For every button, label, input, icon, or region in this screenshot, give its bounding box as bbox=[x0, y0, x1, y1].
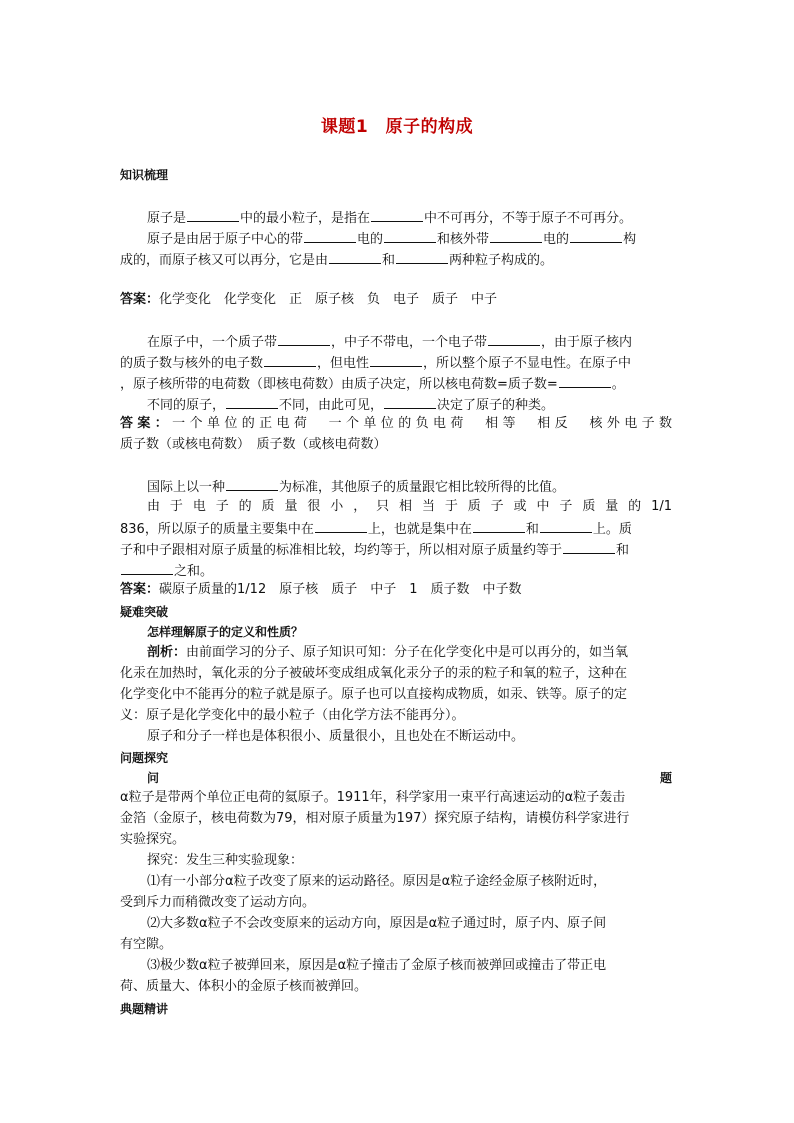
text-fragment: 和 bbox=[616, 543, 630, 558]
fill-blank bbox=[540, 518, 592, 533]
text-line bbox=[120, 373, 672, 395]
text-line bbox=[120, 560, 672, 582]
text-line: 义：原子是化学变化中的最小粒子（由化学方法不能再分）。 bbox=[120, 708, 465, 723]
text-line: 荷、质量大、体积小的金原子核而被弹回。 bbox=[120, 979, 368, 994]
answer-text: 一个单位的正电荷 一个单位的负电荷 相等 相反 核外电子数 bbox=[172, 416, 672, 431]
text-fragment: 之和。 bbox=[174, 564, 214, 579]
question-heading-row bbox=[147, 768, 672, 788]
text-fragment: 由前面学习的分子、原子知识可知：分子在化学变化中是可以再分的，如当氧 bbox=[186, 645, 629, 660]
text-fragment: 由 于 电 子 的 质 量 很 小 ， 只 相 当 于 质 子 或 中 子 质 量 的 1/1 bbox=[147, 499, 672, 514]
fill-blank bbox=[490, 228, 542, 243]
fill-blank bbox=[384, 394, 436, 409]
answer-line bbox=[120, 580, 672, 600]
text-line bbox=[120, 518, 672, 540]
text-fragment: 的质子数与核外的电子数 bbox=[120, 356, 264, 371]
text-fragment: ，所以整个原子不显电性。在原子中 bbox=[423, 356, 632, 371]
heading-char-left: 问 bbox=[147, 771, 160, 785]
answer-line bbox=[120, 290, 672, 310]
text-fragment: 不同的原子， bbox=[147, 398, 226, 413]
text-line bbox=[147, 207, 672, 229]
fill-blank bbox=[315, 518, 367, 533]
text-line bbox=[120, 352, 672, 374]
text-line: 探究：发生三种实验现象： bbox=[147, 853, 304, 868]
text-fragment: 在原子中，一个质子带 bbox=[147, 335, 278, 350]
fill-blank bbox=[329, 249, 381, 264]
text-fragment: 上，也就是集中在 bbox=[367, 522, 472, 537]
text-line: 实验探究。 bbox=[120, 832, 186, 847]
fill-blank bbox=[473, 518, 525, 533]
text-fragment: 上。质 bbox=[592, 522, 632, 537]
text-fragment: 。 bbox=[611, 377, 625, 392]
text-fragment: 国际上以一种 bbox=[147, 480, 226, 495]
text-fragment: 为标准，其他原子的质量跟它相比较所得的比值。 bbox=[279, 480, 566, 495]
text-fragment: ，由于原子核内 bbox=[541, 335, 633, 350]
text-fragment: 构 bbox=[623, 232, 637, 247]
answer-label: 答案： bbox=[120, 416, 173, 431]
fill-blank bbox=[396, 249, 448, 264]
section-heading-difficulty: 疑难突破 bbox=[120, 605, 169, 619]
fill-blank bbox=[559, 373, 611, 388]
answer-line bbox=[120, 414, 672, 434]
fill-blank bbox=[226, 394, 278, 409]
section-heading-examples: 典题精讲 bbox=[120, 1002, 169, 1016]
answer-line bbox=[120, 435, 672, 455]
text-fragment: 和核外带 bbox=[437, 232, 490, 247]
text-fragment: 836，所以原子的质量主要集中在 bbox=[120, 522, 314, 537]
text-line bbox=[120, 249, 672, 271]
fill-blank bbox=[563, 539, 615, 554]
text-line: 原子和分子一样也是体积很小、质量很小，且也处在不断运动中。 bbox=[147, 729, 525, 744]
fill-blank bbox=[384, 228, 436, 243]
text-line: α粒子是带两个单位正电荷的氦原子。1911年，科学家用一束平行高速运动的α粒子轰击 bbox=[120, 790, 626, 805]
text-line bbox=[147, 394, 672, 416]
text-line: 化学变化中不能再分的粒子就是原子。原子也可以直接构成物质，如汞、铁等。原子的定 bbox=[120, 687, 628, 702]
fill-blank bbox=[488, 331, 540, 346]
text-fragment: 成的，而原子核又可以再分，它是由 bbox=[120, 253, 329, 268]
answer-text: 碳原子质量的1/12 原子核 质子 中子 1 质子数 中子数 bbox=[159, 582, 522, 597]
section-heading-knowledge: 知识梳理 bbox=[120, 168, 169, 182]
text-line: ⑵大多数α粒子不会改变原来的运动方向，原因是α粒子通过时，原子内、原子间 bbox=[147, 916, 607, 931]
text-fragment: 中不可再分，不等于原子不可再分。 bbox=[424, 211, 633, 226]
text-line: ⑶极少数α粒子被弹回来，原因是α粒子撞击了金原子核而被弹回或撞击了带正电 bbox=[147, 958, 607, 973]
text-fragment: 中的最小粒子，是指在 bbox=[240, 211, 371, 226]
text-fragment: ，原子核所带的电荷数（即核电荷数）由质子决定，所以核电荷数=质子数= bbox=[120, 377, 558, 392]
analysis-label: 剖析： bbox=[147, 645, 187, 660]
answer-text: 质子数（或核电荷数） 质子数（或核电荷数） bbox=[120, 437, 387, 452]
fill-blank bbox=[304, 228, 356, 243]
text-fragment: 电的 bbox=[543, 232, 570, 247]
text-line bbox=[147, 476, 672, 498]
text-fragment: 不同，由此可见， bbox=[279, 398, 384, 413]
answer-text: 化学变化 化学变化 正 原子核 负 电子 质子 中子 bbox=[159, 292, 498, 307]
question-heading: 怎样理解原子的定义和性质？ bbox=[147, 625, 304, 639]
text-line: 化汞在加热时，氧化汞的分子被破坏变成组成氧化汞分子的汞的粒子和氧的粒子，这种在 bbox=[120, 666, 628, 681]
text-fragment: ，中子不带电，一个电子带 bbox=[331, 335, 488, 350]
text-line bbox=[147, 497, 672, 517]
text-line bbox=[147, 643, 672, 663]
page-title: 课题1 原子的构成 bbox=[320, 117, 474, 137]
fill-blank bbox=[371, 207, 423, 222]
section-heading-explore: 问题探究 bbox=[120, 751, 169, 765]
fill-blank bbox=[187, 207, 239, 222]
text-line: 有空隙。 bbox=[120, 937, 173, 952]
fill-blank bbox=[264, 352, 316, 367]
heading-char-right: 题 bbox=[659, 771, 672, 785]
text-line: 金箔（金原子，核电荷数为79，相对原子质量为197）探究原子结构，请模仿科学家进行 bbox=[120, 811, 630, 826]
text-fragment: 两种粒子构成的。 bbox=[449, 253, 554, 268]
text-fragment: 决定了原子的种类。 bbox=[437, 398, 555, 413]
text-line: 受到斥力而稍微改变了运动方向。 bbox=[120, 895, 316, 910]
fill-blank bbox=[278, 331, 330, 346]
text-line: ⑴有一小部分α粒子改变了原来的运动路径。原因是α粒子途经金原子核附近时， bbox=[147, 874, 607, 889]
text-fragment: 子和中子跟相对原子质量的标准相比较，均约等于，所以相对原子质量约等于 bbox=[120, 543, 563, 558]
text-fragment: 原子是 bbox=[147, 211, 187, 226]
answer-label: 答案： bbox=[120, 582, 160, 597]
text-fragment: 和 bbox=[382, 253, 396, 268]
text-fragment: 电的 bbox=[357, 232, 384, 247]
text-line bbox=[147, 228, 672, 250]
fill-blank bbox=[226, 476, 278, 491]
fill-blank bbox=[121, 560, 173, 575]
fill-blank bbox=[570, 228, 622, 243]
fill-blank bbox=[370, 352, 422, 367]
text-fragment: 原子是由居于原子中心的带 bbox=[147, 232, 304, 247]
text-line bbox=[120, 539, 672, 561]
text-line bbox=[147, 331, 672, 353]
text-fragment: ，但电性 bbox=[317, 356, 370, 371]
text-fragment: 和 bbox=[525, 522, 539, 537]
answer-label: 答案： bbox=[120, 292, 160, 307]
